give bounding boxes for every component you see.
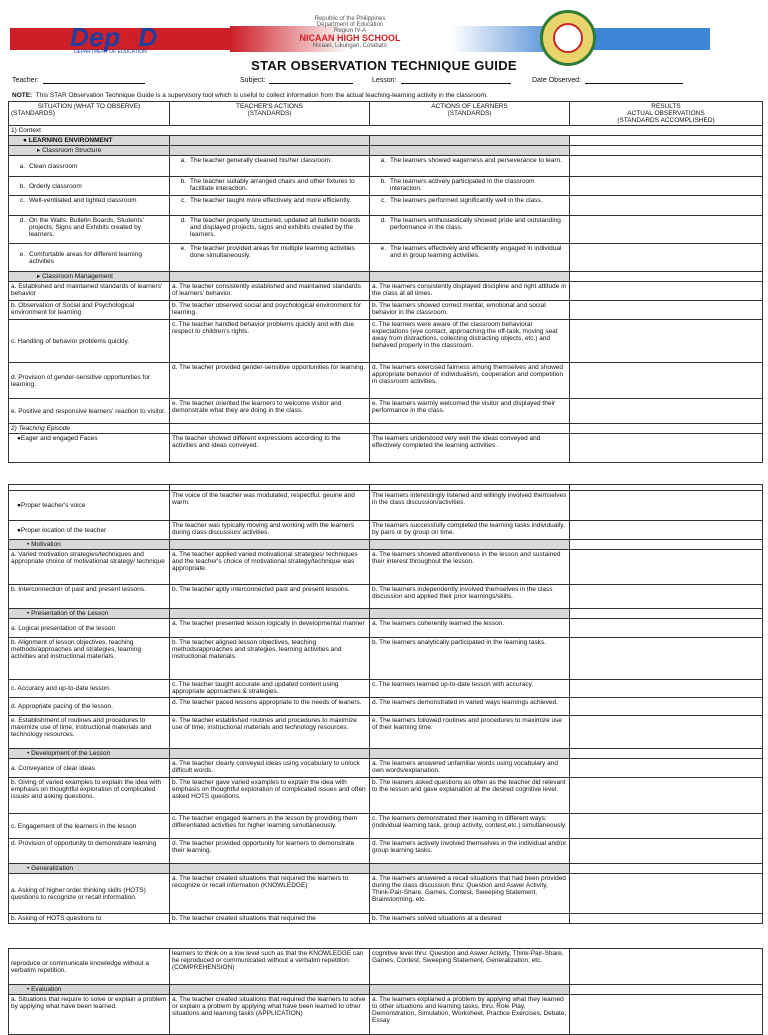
table-row: d. On the Walls: Bulletin Boards, Students' projects, Signs and Exhibits created by learners. d. The teacher properly structured, updated all bulletin boards and displayed projects, signs and exhibits created by the learners. d. The learners enthusiastically showed pride and outstanding performance in the class.	[9, 216, 763, 244]
result-cell[interactable]	[570, 680, 763, 698]
table-row: a. Conveyance of clear ideas a. The teacher clearly conveyed ideas using vocabulary to unlock difficult words. a. The learners answered unfamiliar words using vocabulary and own words/explanation.	[9, 759, 763, 778]
result-cell[interactable]	[570, 363, 763, 399]
result-cell[interactable]	[570, 619, 763, 638]
table-row: ●Proper teacher's voice The voice of the teacher was modulated, respectful, geuine and warm. The learners interestingly listened and willingly involved themselves in the class discussion/activities.	[9, 491, 763, 521]
result-cell[interactable]	[570, 491, 763, 521]
subsection-classroom-management: ▸ Classroom Management	[9, 272, 170, 282]
table-row: a. Varied motivation strategies/techniques and appropriate choice of motivational strategy/ technique a. The teacher applied varied motivational strategies/ techniques and the teacher's choice of motivational strategy/technique was appropriate. a. The learners showed attentiveness in the lesson and sustained their interest throughout the lesson.	[9, 550, 763, 585]
result-cell[interactable]	[570, 995, 763, 1035]
date-input[interactable]	[585, 76, 683, 84]
results-header: RESULTS ACTUAL OBSERVATIONS (STANDARDS ACCOMPLISHED)	[570, 102, 763, 126]
date-field	[532, 76, 683, 84]
subject-input[interactable]	[269, 76, 353, 84]
table-row: ●Eager and engaged Faces The teacher showed different expressions according to the activities and ideas conveyed. The learners understood very well the ideas conveyed and effectively completed the learning activities .	[9, 434, 763, 463]
page-title: STAR OBSERVATION TECHNIQUE GUIDE	[251, 58, 517, 73]
school-line: Region IV-A	[333, 28, 367, 34]
table-row: a. Situations that require to solve or explain a problem by applying what have been learned. a. The teacher created situations that required the learners to solve or explain a problem by applying what have been learned to other situations and learning tasks (APPLICATION) a. The learners explained a problem by applying what they learned to other situations and learning tasks, thru: Role Play, Demonstration, Simulation, Worksheet, Practice Exercises, Debate, Essay	[9, 995, 763, 1035]
note-label: NOTE:	[12, 92, 33, 99]
section-context: 1) Context	[9, 126, 763, 136]
subject-field	[240, 76, 353, 84]
result-cell[interactable]	[570, 814, 763, 839]
observation-table-3	[8, 948, 763, 1035]
result-cell[interactable]	[570, 177, 763, 196]
teacher-header: TEACHER'S ACTIONS (STANDARDS)	[170, 102, 370, 126]
note-text: This STAR Observation Technique Guide is a supervisory tool which is useful to collect information from the actual teaching-learning activity in the classroom.	[35, 92, 488, 99]
table-row: d. Appropriate pacing of the lesson. d. The teacher paced lessons appropriate to the needs of leaners. d. The learners demonstrated in varied ways learnings achieved.	[9, 698, 763, 716]
table-row: b. Orderly classroom b. The teacher suitably arranged chairs and other fixtures to facilitate interaction. b. The learners actively participated in the classroom interaction.	[9, 177, 763, 196]
table-row: b. Asking of HOTS questions to b. The teacher created situations that required the b. The learners solved situations at a desired	[9, 914, 763, 924]
subsection-classroom-structure: ▸ Classroom Structure	[9, 146, 170, 156]
subject-label: Subject:	[240, 77, 266, 84]
result-cell[interactable]	[570, 698, 763, 716]
result-cell[interactable]	[570, 521, 763, 540]
table-row: a. Asking of higher order thinking skills (HOTS) questions to recognize or recall information. a. The teacher created situations that required the learners to recognize or recall information (KNOWLEDGE) a. The learners answered a recall situations that had been provided during the class discussion thru: Question and Aswer Activity, Think-Pair-Share, Games, Contest, Sweeping Statement, Brainstorming, etc.	[9, 874, 763, 914]
result-cell[interactable]	[570, 550, 763, 585]
result-cell[interactable]	[570, 156, 763, 177]
table-row: a. Clean classroom a. The teacher generally cleaned his/her classroom. a. The learners showed eagerness and perseverance to learn.	[9, 156, 763, 177]
school-line: Department of Education	[316, 22, 384, 28]
table-row: c. Accuracy and up-to-date lesson. c. The teacher taught accurate and updated content using appropriate approaches & strategies. c. The learners learned up-to-date lesson with accuracy.	[9, 680, 763, 698]
table-row: e. Comfortable areas for different learning activities e. The teacher provided areas for multiple learning activities done simultaneously. e. The learners effectively and efficiently engaged in individual and in group learning activities.	[9, 244, 763, 272]
table-row: ●Proper location of the teacher The teacher was typically moving and working with the learners during class discussion/ activities. The learners successfully completed the learning tasks individually, by pairs or by group on time.	[9, 521, 763, 540]
teacher-label: Teacher:	[12, 77, 39, 84]
table-row: b. Observation of Social and Psychological environment for learning b. The teacher observed social and psychological environment for learning. b. The learners showed correct mental, emotional and social behavior in the classroom.	[9, 301, 763, 320]
result-cell[interactable]	[570, 949, 763, 985]
teacher-input[interactable]	[43, 76, 145, 84]
result-cell[interactable]	[570, 244, 763, 272]
subsection-development: • Development of the Lesson	[9, 749, 170, 759]
table-row: reproduce or communicate knowledge without a verbatim repetition. learners to think on a low level such as that the KNOWLEDGE can be reproduced or communicated without a verbatim repetition. (COMPREHENSION) cognitive level thru: Question and Aswer Activity, Think-Pair-Share, Games, Contest, Sweeping Statement, Generalization, etc.	[9, 949, 763, 985]
section-learning-environment: ● LEARNING ENVIRONMENT	[9, 136, 170, 146]
table-row: a. Established and maintained standards of learners' behavior a. The teacher consistently established and maintained standards of learners' behavior. a. The learners consistently displayed discipline and right attitude in the class at all times.	[9, 282, 763, 301]
subsection-presentation: • Presentation of the Lesson	[9, 609, 170, 619]
table-row: b. Interconnection of past and present lessons. b. The teacher aptly interconnected past and present lessons. b. The learners independently involved themselves in the class discussion and applied their prior learnings/skills.	[9, 585, 763, 609]
date-label: Date Observed:	[532, 77, 582, 84]
school-info	[280, 16, 420, 49]
note	[12, 92, 488, 99]
subsection-motivation: • Motivation	[9, 540, 170, 550]
result-cell[interactable]	[570, 399, 763, 424]
table-row: e. Establishment of routines and procedures to maximize use of time, instructional materials and technology resources. e. The teacher established routines and procedures to maximize use of time, instructional materials and technology resources. e. The learners followed routines and procedures to maximize use of their learning time.	[9, 716, 763, 749]
result-cell[interactable]	[570, 320, 763, 363]
table-row: a. Logical presentation of the lesson a. The teacher presented lesson logically in developmental manner a. The learners coherently learned the lesson.	[9, 619, 763, 638]
result-cell[interactable]	[570, 216, 763, 244]
lesson-input[interactable]	[401, 76, 511, 84]
result-cell[interactable]	[570, 778, 763, 814]
teacher-field	[12, 76, 145, 84]
result-cell[interactable]	[570, 638, 763, 680]
deped-tagline: DEPARTMENT OF EDUCATION	[74, 49, 147, 55]
result-cell[interactable]	[570, 196, 763, 216]
observation-table-1	[8, 101, 763, 463]
lesson-field	[372, 76, 511, 84]
table-row: b. Alignment of lesson objectives, teaching methods/approaches and strategies, learning activities and instructional materials. b. The teacher aligned lesson objectives, teaching methods/approaches and strategies, learning activities and instructional materials. b. The learners analytically participated in the learning tasks.	[9, 638, 763, 680]
table-row: b. Giving of varied examples to explain the idea with emphasis on thoughtful exploration of complicated issues and asking questions. b. The teacher gave varied examples to explain the idea with emphasis on thoughtful exploration of complicated issues and often asked HOTS questions. b. The leaners asked questions as often as the teacher did relevant to the lesson and gave explanation at the desired cognitive level.	[9, 778, 763, 814]
table-row: c. Well-ventilated and lighted classroom c. The teacher taught more effectively and more efficiently. c. The learners performed significantly well in the class.	[9, 196, 763, 216]
observation-table-2	[8, 484, 763, 924]
result-cell[interactable]	[570, 874, 763, 914]
table-row: d. Provision of opportunity to demonstrate learning d. The teacher provided opportunity for learners to demonstrate their learning. d. The learners actively involved themselves in the individual and/or group learning tasks.	[9, 839, 763, 864]
result-cell[interactable]	[570, 434, 763, 463]
result-cell[interactable]	[570, 759, 763, 778]
table-row: c. Handling of behavior problems quickly. c. The teacher handled behavior problems quickly and with due respect to children's rights. c. The learners were aware of the classroom behavioral expectations (eye contact, approaching the off-task, moving seat away from distractions, collecting distracting objects, etc.) and behaved properly in the classroom.	[9, 320, 763, 363]
result-cell[interactable]	[570, 585, 763, 609]
section-teaching-episode: 2) Teaching Episode	[9, 424, 170, 434]
result-cell[interactable]	[570, 282, 763, 301]
result-cell[interactable]	[570, 716, 763, 749]
table-row: c. Engagement of the learners in the lesson c. The teacher engaged learners in the lesson by providing them differentiated activities for higher learning simultaneously. c. The learners demonstrated their learning in different ways: (individual learning task, group activity, contest,etc.) simultaneously.	[9, 814, 763, 839]
result-cell[interactable]	[570, 839, 763, 864]
result-cell[interactable]	[570, 301, 763, 320]
subsection-generalization: • Generalization	[9, 864, 170, 874]
table-row: e. Positive and responsive learners' reaction to visitor. e. The teacher oriented the learners to welcome visitor and demonstrate what they are doing in the class. e. The learners warmly welcomed the visitor and displayed their performance in the class.	[9, 399, 763, 424]
situation-header: SITUATION (WHAT TO OBSERVE) (STANDARDS)	[9, 102, 170, 126]
result-cell[interactable]	[570, 914, 763, 924]
lesson-label: Lesson:	[372, 77, 397, 84]
school-address: Nicaan, Likungan, Cotabato	[312, 43, 388, 49]
learners-header: ACTIONS OF LEARNERS (STANDARDS)	[370, 102, 570, 126]
table-row: d. Provision of gender-sensitive opportunities for learning. d. The teacher provided gender-sensitive opportunities for learning. d. The learners exercised fairness among themselves and showed appropriate behavior of individualism, cooperation and competition in classroom activities.	[9, 363, 763, 399]
deped-logo: DepED	[70, 22, 158, 52]
subsection-evaluation: • Evaluation	[9, 985, 170, 995]
school-name: NICAAN HIGH SCHOOL	[299, 33, 401, 43]
school-line: Republic of the Philippines	[314, 16, 386, 22]
